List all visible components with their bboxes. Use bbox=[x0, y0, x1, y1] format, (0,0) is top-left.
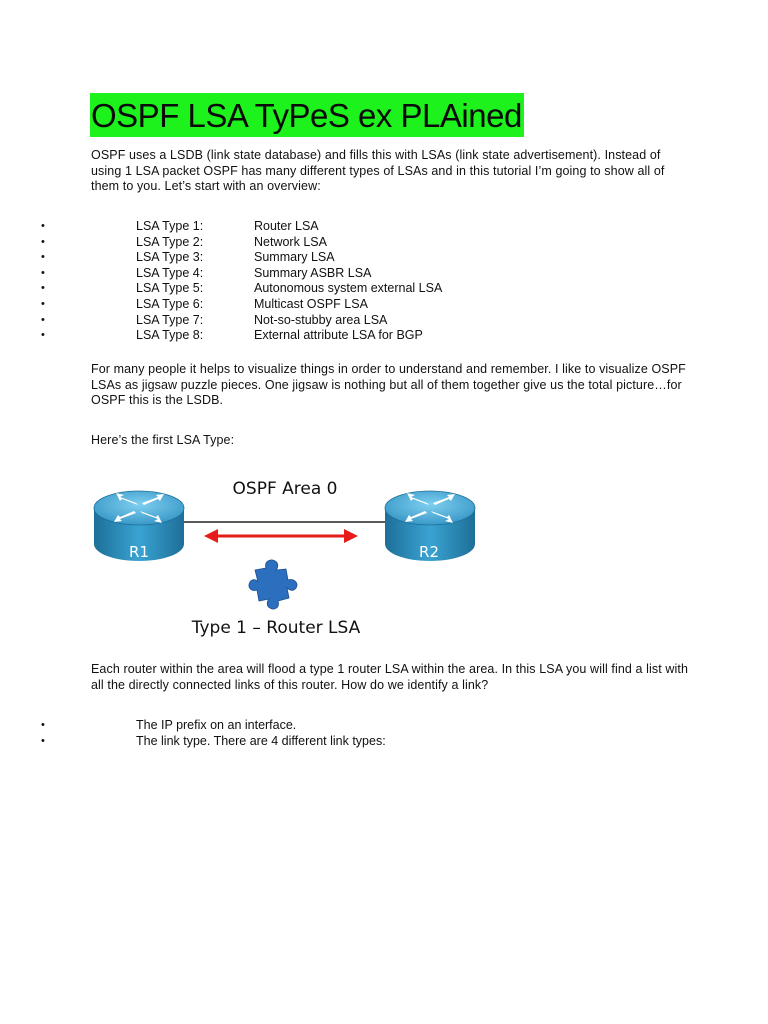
list-item bbox=[0, 718, 700, 734]
list-item bbox=[0, 250, 700, 266]
lsa-type-name: Summary ASBR LSA bbox=[254, 265, 372, 280]
visualize-paragraph: For many people it helps to visualize things in order to understand and remember. I like to visualize OSPF LSAs as jigsaw puzzle pieces. One jigsaw is nothing but all of them together give us the total picture…for OSPF this is the LSDB. bbox=[91, 362, 686, 407]
lsa-type-name: External attribute LSA for BGP bbox=[254, 328, 423, 343]
flood-paragraph: Each router within the area will flood a type 1 router LSA within the area. In this LSA you will find a list with all the directly connected links of this router. How do we identify a link? bbox=[91, 662, 689, 692]
list-item bbox=[0, 235, 700, 251]
list-item bbox=[0, 313, 700, 329]
lsa-type-label: LSA Type 8: bbox=[136, 328, 204, 343]
lsa-type-name: Summary LSA bbox=[254, 250, 335, 265]
list-item bbox=[0, 297, 700, 313]
lsa-type-label: LSA Type 2: bbox=[136, 234, 204, 249]
first-lsa-intro: Here’s the first LSA Type: bbox=[91, 433, 235, 447]
bullet-icon: • bbox=[41, 313, 45, 326]
lsa-type-label: LSA Type 6: bbox=[136, 296, 204, 311]
lsa-type-label: LSA Type 1: bbox=[136, 219, 204, 233]
list-item bbox=[0, 328, 700, 344]
diagram-caption: Type 1 – Router LSA bbox=[191, 618, 361, 638]
bullet-icon: • bbox=[41, 266, 45, 279]
bullet-icon: • bbox=[41, 734, 45, 747]
list-item bbox=[0, 734, 700, 750]
list-item bbox=[0, 266, 700, 282]
lsa-type-list bbox=[0, 219, 700, 344]
bullet-icon: • bbox=[41, 719, 45, 731]
router-r1-label: R1 bbox=[129, 543, 149, 561]
router-r2-label: R2 bbox=[419, 543, 439, 561]
intro-paragraph: OSPF uses a LSDB (link state database) and fills this with LSAs (link state advertisement). Instead of using 1 LSA packet OSPF has many different types of LSAs and in this tutorial I’m going to show all of them to you. Let’s start with an overview: bbox=[91, 148, 665, 193]
lsa-type-name: Not-so-stubby area LSA bbox=[254, 312, 388, 327]
list-item-text: The link type. There are 4 different link types: bbox=[136, 733, 386, 748]
lsa-type-label: LSA Type 3: bbox=[136, 250, 204, 265]
list-item bbox=[0, 219, 700, 235]
lsa-type-name: Router LSA bbox=[254, 219, 319, 233]
bullet-icon: • bbox=[41, 282, 45, 295]
lsa-type-label: LSA Type 4: bbox=[136, 265, 204, 280]
lsa-type-name: Autonomous system external LSA bbox=[254, 281, 443, 296]
lsa-type-label: LSA Type 7: bbox=[136, 312, 204, 327]
bullet-icon: • bbox=[41, 251, 45, 264]
bullet-icon: • bbox=[41, 329, 45, 342]
bullet-icon: • bbox=[41, 235, 45, 248]
link-identify-list bbox=[0, 718, 700, 749]
bullet-icon: • bbox=[41, 220, 45, 232]
list-item bbox=[0, 281, 700, 297]
lsa-type-label: LSA Type 5: bbox=[136, 281, 204, 296]
list-item-text: The IP prefix on an interface. bbox=[136, 718, 297, 732]
bullet-icon: • bbox=[41, 297, 45, 310]
flood-arrow-icon bbox=[204, 529, 358, 543]
puzzle-piece-icon bbox=[249, 560, 297, 609]
lsa-type-name: Network LSA bbox=[254, 234, 327, 249]
area-label: OSPF Area 0 bbox=[232, 479, 338, 499]
lsa-type-name: Multicast OSPF LSA bbox=[254, 296, 368, 311]
diagram-svg bbox=[80, 470, 500, 650]
ospf-type1-diagram bbox=[80, 470, 500, 650]
page-title: OSPF LSA TyPeS ex PLAined bbox=[90, 93, 524, 137]
